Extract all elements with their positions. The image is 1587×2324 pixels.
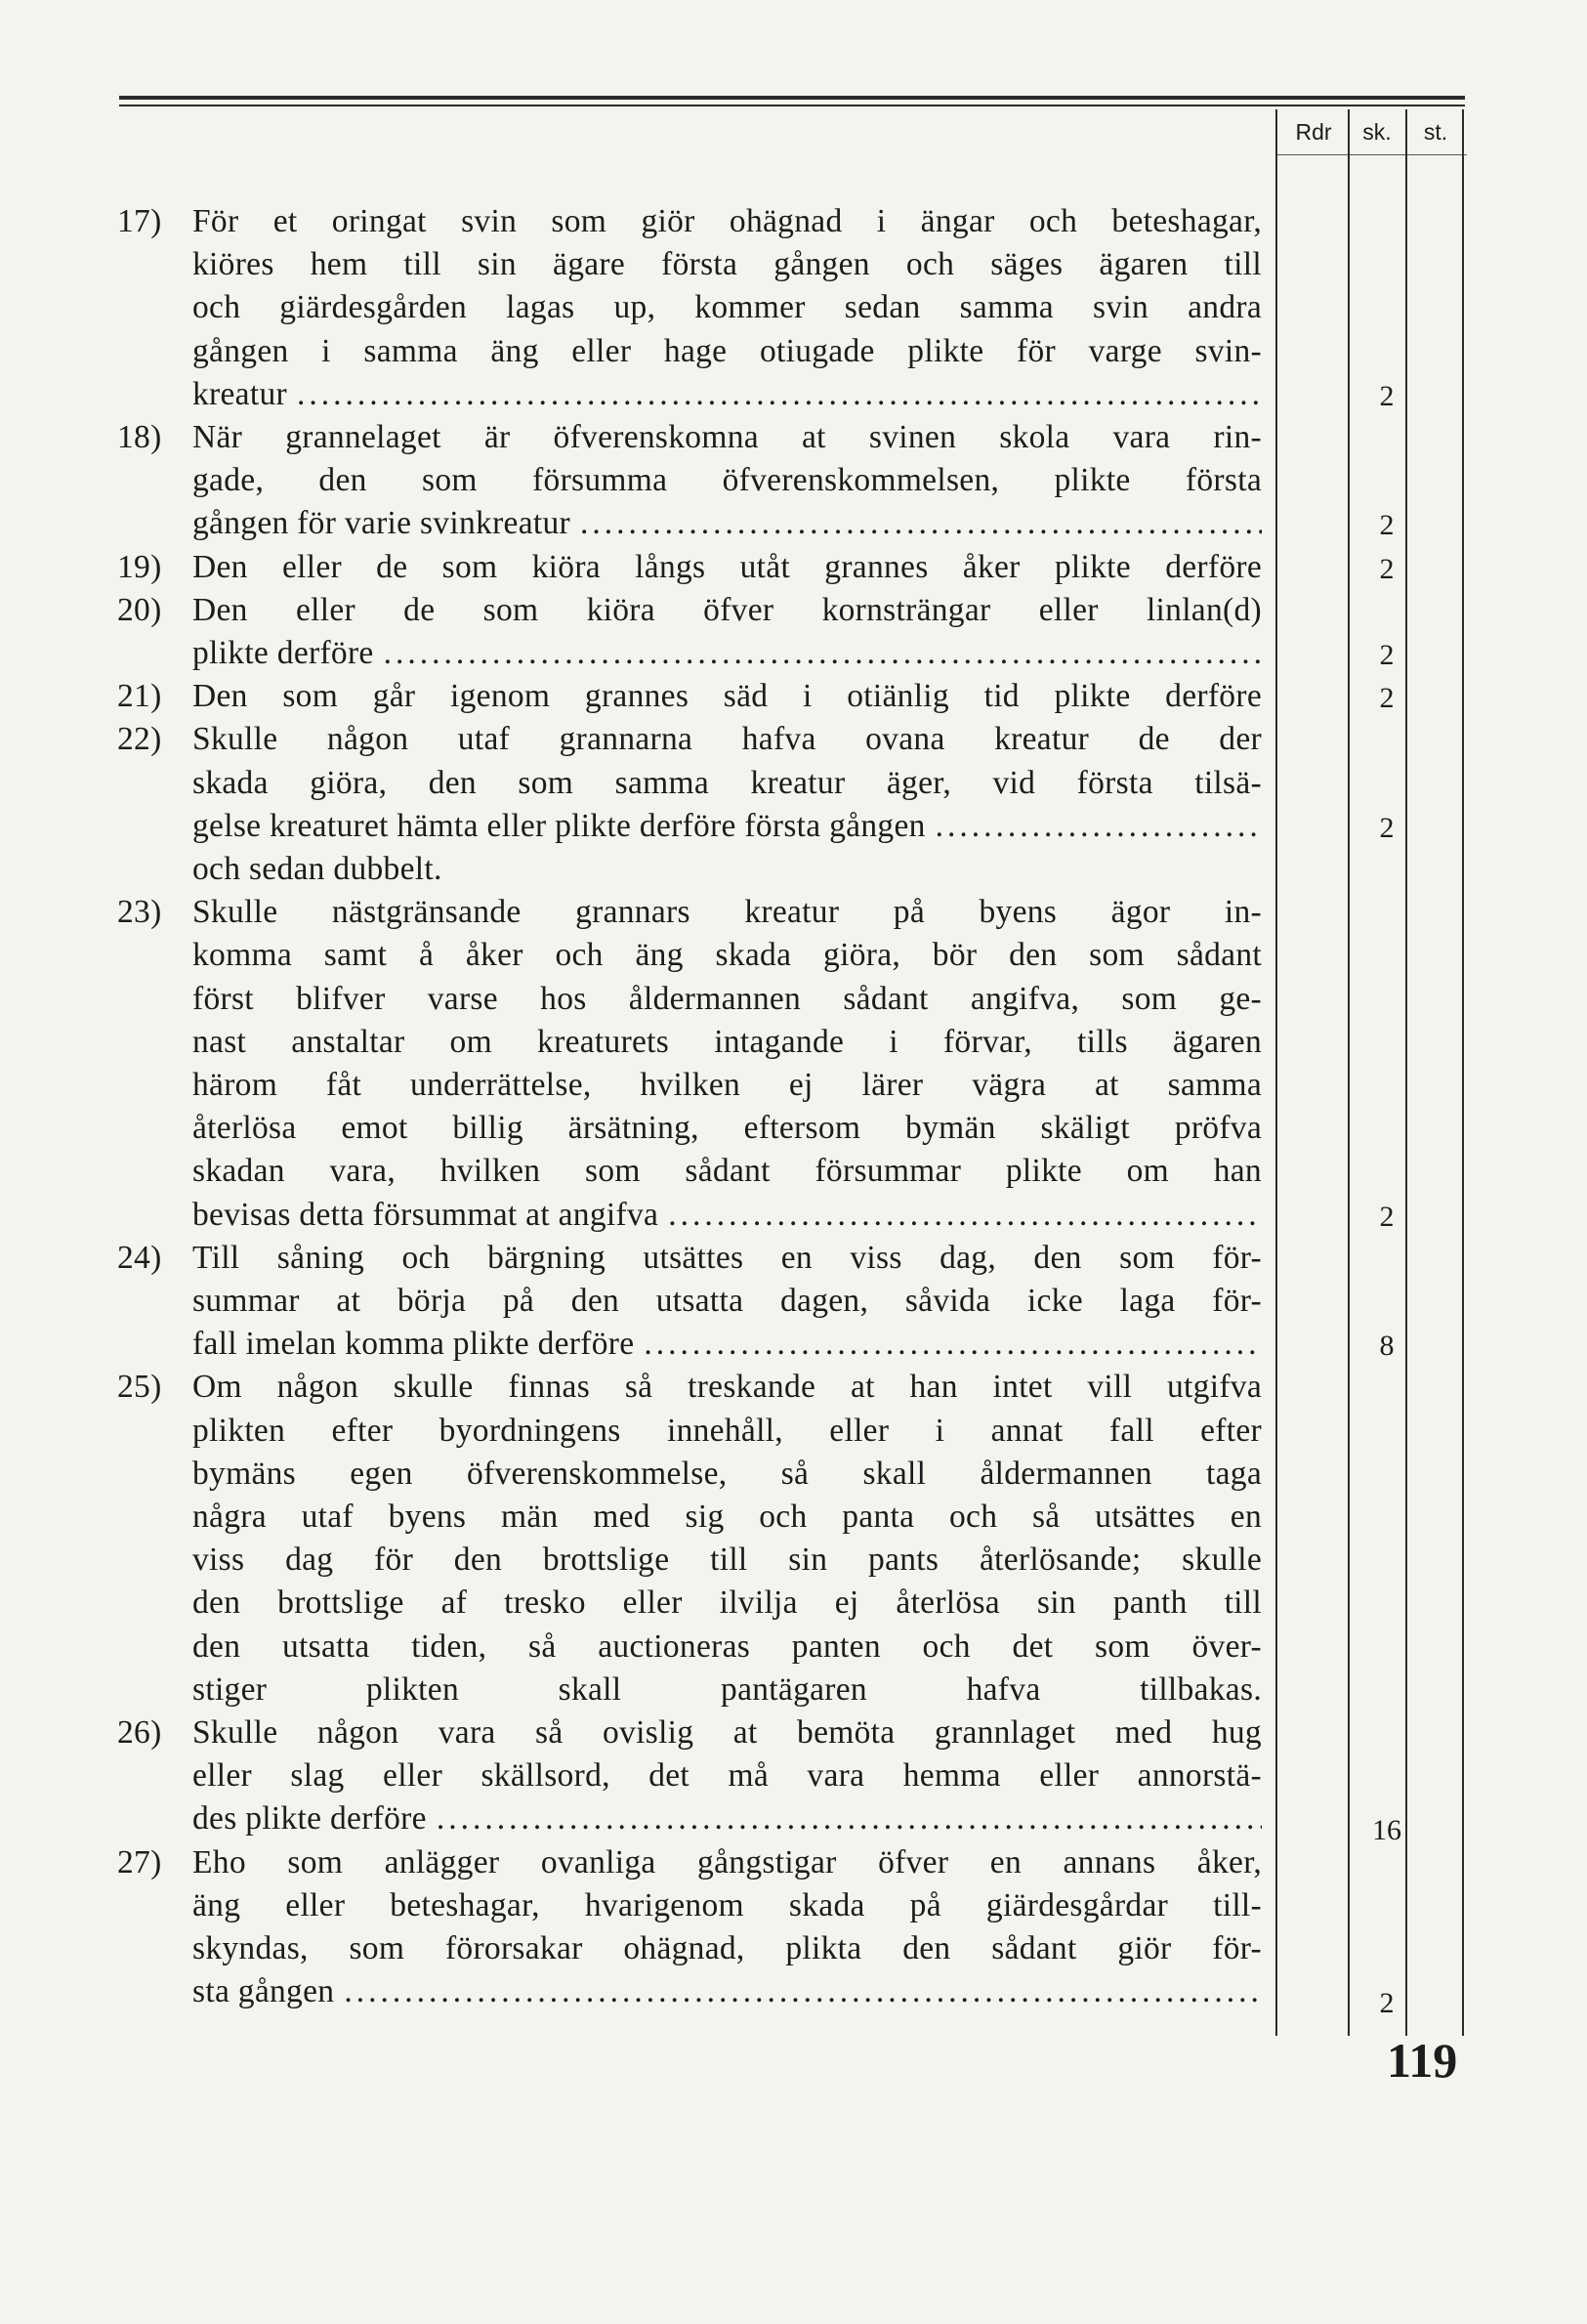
- sk-amount: 8: [1379, 1330, 1395, 1363]
- entry-line: stiger plikten skall pantägaren hafva tillbakas.: [192, 1670, 1262, 1708]
- entry-line: gången för varie svinkreatur: [192, 505, 570, 542]
- fine-entry: [117, 718, 1270, 891]
- entry-line: Skulle nästgränsande grannars kreatur på byens ägor in-: [192, 894, 1262, 931]
- dot-leader: [384, 632, 1262, 675]
- entry-line: plikte derföre: [192, 635, 374, 671]
- entry-text: [192, 675, 1262, 718]
- entry-number: 21): [117, 678, 162, 715]
- entry-line-with-leader: [192, 1970, 1262, 2013]
- fine-entry: [117, 200, 1270, 416]
- entry-line: den utsatta tiden, så auctioneras panten och det som över-: [192, 1627, 1262, 1665]
- entry-line: När grannelaget är öfverenskomna at svinen skola vara rin-: [192, 419, 1262, 455]
- entry-line: skyndas, som förorsakar ohägnad, plikta den sådant giör för-: [192, 1930, 1262, 1966]
- sk-amount: 2: [1379, 682, 1395, 715]
- entry-number: 27): [117, 1843, 162, 1880]
- entry-line: kiöres hem till sin ägare första gången och säges ägaren till: [192, 246, 1262, 283]
- entry-number: 22): [117, 721, 162, 758]
- column-header-st: st.: [1423, 119, 1448, 145]
- entry-line: eller slag eller skällsord, det må vara hemma eller annorstä-: [192, 1757, 1262, 1795]
- sk-amount: 2: [1379, 1200, 1395, 1233]
- sk-amount: 16: [1372, 1814, 1401, 1847]
- entry-line-with-leader: [192, 1194, 1262, 1237]
- entry-line-with-leader: [192, 632, 1262, 675]
- entry-line: des plikte derföre: [192, 1800, 427, 1838]
- entry-line: skada giöra, den som samma kreatur äger, vid första tilsä-: [192, 764, 1262, 801]
- entry-line: Den eller de som kiöra öfver kornsträngar eller linlan(d): [192, 591, 1262, 628]
- entry-text: [192, 416, 1262, 546]
- entry-line: bevisas detta försummat at angifva: [192, 1196, 659, 1233]
- column-divider-rdr-sk: [1348, 109, 1350, 2036]
- entry-line: För et oringat svin som giör ohägnad i ängar och beteshagar,: [192, 203, 1262, 239]
- entry-line: skadan vara, hvilken som sådant försummar plikte om han: [192, 1153, 1262, 1190]
- entry-number: 26): [117, 1714, 162, 1751]
- entry-number: 25): [117, 1369, 162, 1406]
- dot-leader: [297, 373, 1262, 416]
- fine-entry: [117, 1366, 1270, 1711]
- fine-entry: [117, 589, 1270, 675]
- page-number: 119: [1387, 2033, 1458, 2088]
- entry-line-with-leader: [192, 1323, 1262, 1366]
- entry-text: [192, 1711, 1262, 1841]
- entry-line: summar at börja på den utsatta dagen, såvida icke laga för-: [192, 1283, 1262, 1319]
- entry-line: några utaf byens män med sig och panta och så utsättes en: [192, 1499, 1262, 1535]
- entry-number: 20): [117, 591, 162, 628]
- fine-entry: [117, 1237, 1270, 1367]
- entry-line: fall imelan komma plikte derföre: [192, 1326, 635, 1363]
- dot-leader: [668, 1194, 1262, 1237]
- entry-text: [192, 1841, 1262, 2014]
- entry-line: äng eller beteshagar, hvarigenom skada på giärdesgårdar till-: [192, 1886, 1262, 1923]
- entry-text: [192, 718, 1262, 891]
- entry-text: [192, 891, 1262, 1237]
- entry-line: nast anstaltar om kreaturets intagande i förvar, tills ägaren: [192, 1023, 1262, 1060]
- entry-line-with-leader: [192, 805, 1262, 848]
- dot-leader: [936, 805, 1262, 848]
- entry-line: gade, den som försumma öfverenskommelsen, plikte första: [192, 462, 1262, 499]
- sk-amount: 2: [1379, 379, 1395, 412]
- dot-leader: [437, 1797, 1262, 1840]
- entry-line: först blifver varse hos åldermannen sådant angifva, som ge-: [192, 980, 1262, 1017]
- entry-text: [192, 1366, 1262, 1711]
- fine-entry: [117, 1711, 1270, 1841]
- entry-number: 18): [117, 419, 162, 455]
- entry-line: sta gången: [192, 1973, 335, 2010]
- column-divider-right: [1462, 109, 1464, 2036]
- entry-line: Om någon skulle finnas så treskande at han intet vill utgifva: [192, 1369, 1262, 1406]
- entry-number: 24): [117, 1239, 162, 1276]
- entry-line: Den som går igenom grannes säd i otiänlig tid plikte derföre: [192, 678, 1262, 715]
- entry-line-with-leader: [192, 1797, 1262, 1840]
- top-rule-thick: [119, 96, 1465, 100]
- column-header-underline: [1277, 154, 1467, 155]
- fine-entry: [117, 1841, 1270, 2014]
- entry-number: 23): [117, 894, 162, 931]
- entry-line: gången i samma äng eller hage otiugade plikte för varge svin-: [192, 332, 1262, 369]
- dot-leader: [644, 1323, 1262, 1366]
- sk-amount: 2: [1379, 552, 1395, 585]
- fine-entry: [117, 891, 1270, 1237]
- fine-entry: [117, 546, 1270, 589]
- entry-line: Skulle någon utaf grannarna hafva ovana kreatur de der: [192, 721, 1262, 758]
- entry-line-with-leader: [192, 502, 1262, 545]
- column-divider-left: [1275, 109, 1277, 2036]
- sk-amount: 2: [1379, 509, 1395, 542]
- column-header-rdr: Rdr: [1295, 119, 1332, 145]
- entry-line: och sedan dubbelt.: [192, 851, 442, 887]
- entry-line: bymäns egen öfverenskommelse, så skall åldermannen taga: [192, 1455, 1262, 1492]
- entry-line: gelse kreaturet hämta eller plikte derföre första gången: [192, 807, 926, 844]
- entry-line-with-leader: [192, 373, 1262, 416]
- top-rule-thin: [119, 105, 1465, 106]
- entry-line: den brottslige af tresko eller ilvilja ej återlösa sin panth till: [192, 1585, 1262, 1622]
- entry-line: härom fåt underrättelse, hvilken ej lärer vägra at samma: [192, 1067, 1262, 1103]
- entry-line: kreatur: [192, 375, 287, 412]
- entry-line: komma samt å åker och äng skada giöra, bör den som sådant: [192, 937, 1262, 974]
- sk-amount: 2: [1379, 639, 1395, 671]
- entry-line: viss dag för den brottslige till sin pants återlösande; skulle: [192, 1542, 1262, 1579]
- entry-line: Till såning och bärgning utsättes en viss dag, den som för-: [192, 1239, 1262, 1276]
- column-header-sk: sk.: [1362, 119, 1392, 145]
- fine-entry: [117, 675, 1270, 718]
- entry-text: [192, 200, 1262, 416]
- entry-text: [192, 1237, 1262, 1367]
- entry-number: 19): [117, 548, 162, 585]
- entry-text: [192, 546, 1262, 589]
- entry-number: 17): [117, 203, 162, 239]
- entry-line: Skulle någon vara så ovislig at bemöta grannlaget med hug: [192, 1714, 1262, 1751]
- sk-amount: 2: [1379, 811, 1395, 844]
- entry-text: [192, 589, 1262, 675]
- entry-line: plikten efter byordningens innehåll, eller i annat fall efter: [192, 1412, 1262, 1449]
- entry-line: återlösa emot billig ärsätning, eftersom bymän skäligt pröfva: [192, 1110, 1262, 1147]
- dot-leader: [580, 502, 1262, 545]
- dot-leader: [344, 1970, 1262, 2013]
- entry-line: Eho som anlägger ovanliga gångstigar öfver en annans åker,: [192, 1843, 1262, 1880]
- entry-line: Den eller de som kiöra långs utåt grannes åker plikte derföre: [192, 548, 1262, 585]
- entry-line: och giärdesgården lagas up, kommer sedan samma svin andra: [192, 289, 1262, 326]
- sk-amount: 2: [1379, 1987, 1395, 2020]
- fine-entry: [117, 416, 1270, 546]
